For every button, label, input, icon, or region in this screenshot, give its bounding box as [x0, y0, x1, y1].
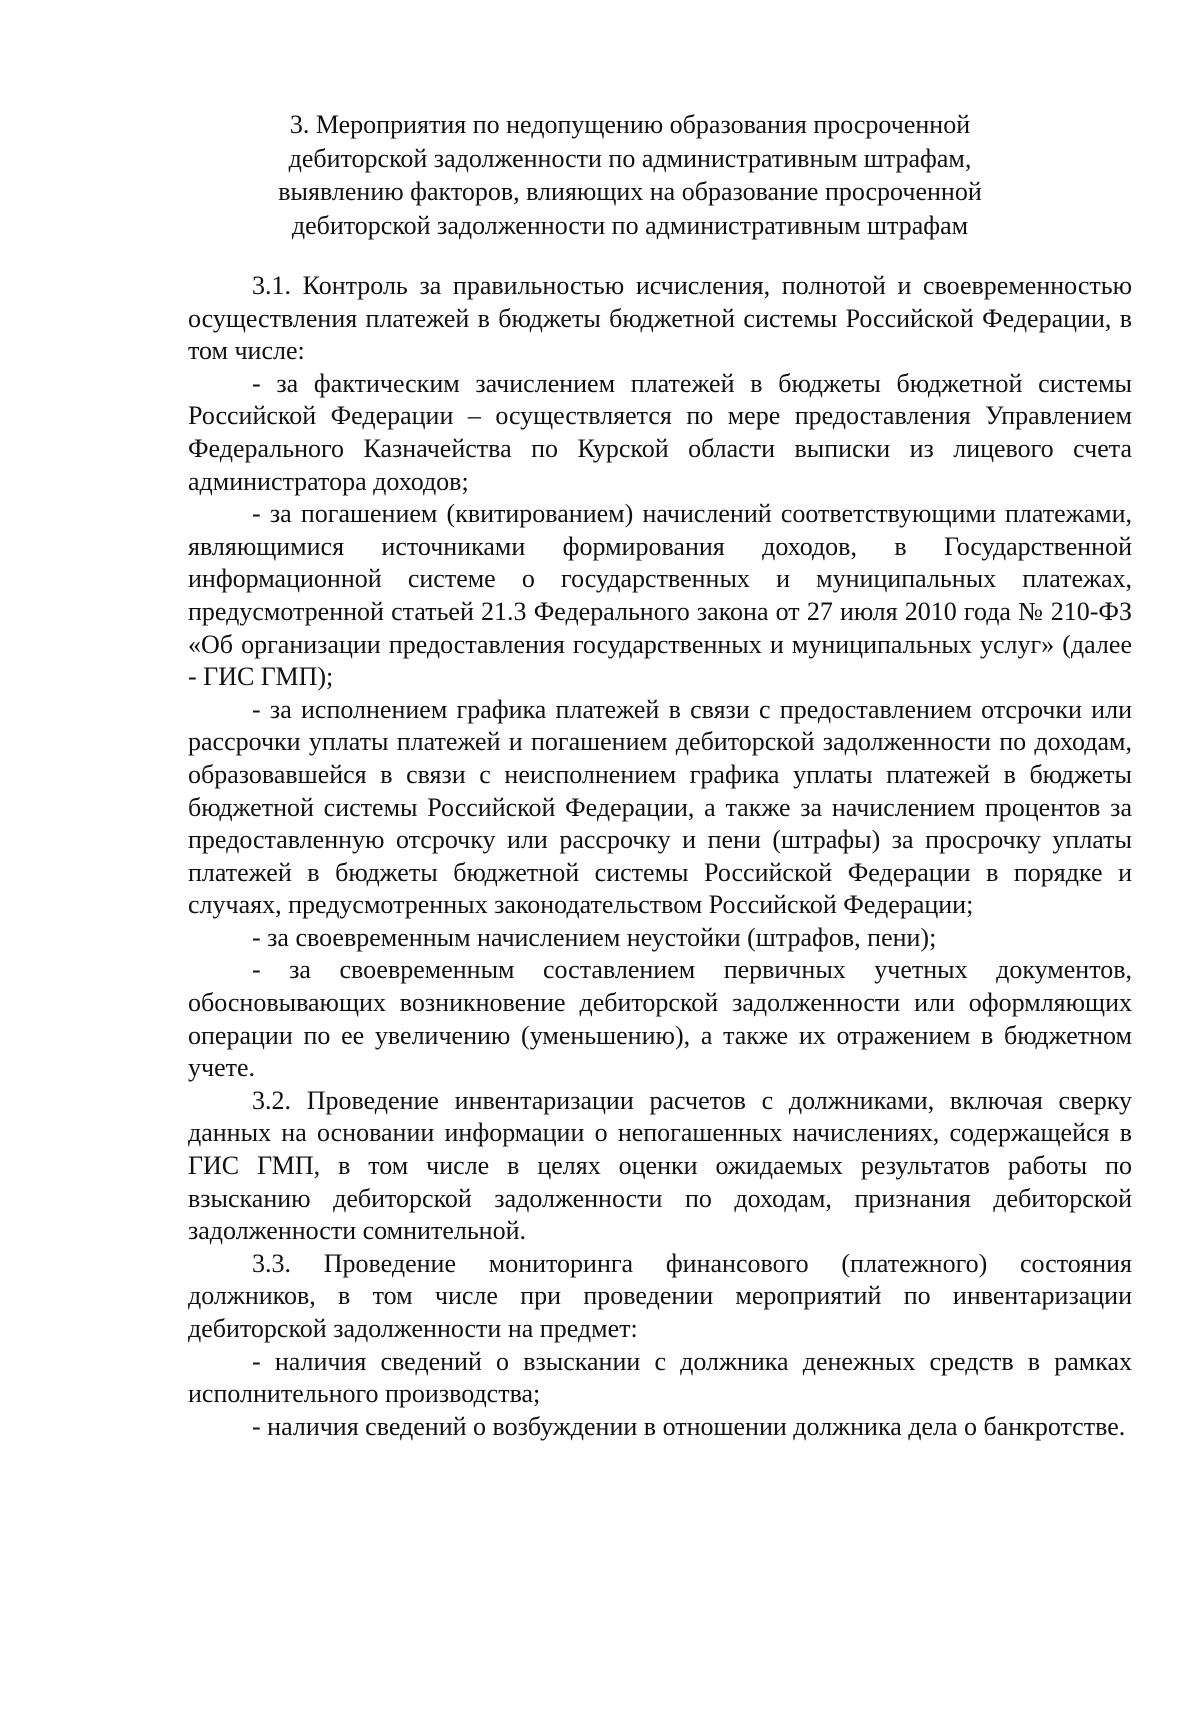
- list-item: - наличия сведений о возбуждении в отношении должника дела о банкротстве.: [252, 1411, 1126, 1441]
- list-item: - за своевременным начислением неустойки (штрафов, пени);: [252, 922, 937, 952]
- paragraph-3-2: 3.2. Проведение инвентаризации расчетов с должниками, включая сверку данных на основании информации о непогашенных начислениях, содержащейся в ГИС ГМП, в том числе в целях оценки ожидаемых результатов работы по взысканию дебиторской задолженности по доходам, признания дебиторской задолженности сомнительной.: [188, 1085, 1132, 1246]
- list-item: - за погашением (квитированием) начислений соответствующими платежами, являющимися источниками формирования доходов, в Государственной информационной системе о государственных и муниципальных платежах, предусмотренной статьей 21.3 Федерального закона от 27 июля 2010 года № 210-ФЗ «Об организации предоставления государственных и муниципальных услуг» (далее - ГИС ГМП);: [188, 499, 1132, 692]
- document-body: [188, 270, 1132, 1443]
- section-heading: [250, 108, 1010, 242]
- paragraph-3-1: 3.1. Контроль за правильностью исчисления, полнотой и своевременностью осуществления платежей в бюджеты бюджетной системы Российской Федерации, в том числе:: [188, 271, 1132, 366]
- list-item: - за фактическим зачислением платежей в бюджеты бюджетной системы Российской Федерации – осуществляется по мере предоставления Управлением Федерального Казначейства по Курской области выписки из лицевого счета администратора доходов;: [188, 368, 1132, 496]
- list-item: - за исполнением графика платежей в связи с предоставлением отсрочки или рассрочки уплаты платежей и погашением дебиторской задолженности по доходам, образовавшейся в связи с неисполнением графика уплаты платежей в бюджеты бюджетной системы Российской Федерации, а также за начислением процентов за предоставленную отсрочку или рассрочку и пени (штрафы) за просрочку уплаты платежей в бюджеты бюджетной системы Российской Федерации в порядке и случаях, предусмотренных законодательством Российской Федерации;: [188, 694, 1132, 920]
- heading-line: дебиторской задолженности по административным штрафам: [291, 210, 969, 240]
- heading-line: дебиторской задолженности по административным штрафам,: [288, 143, 972, 173]
- list-item: - наличия сведений о взыскании с должника денежных средств в рамках исполнительного производства;: [188, 1346, 1132, 1409]
- list-item: - за своевременным составлением первичных учетных документов, обосновывающих возникновение дебиторской задолженности или оформляющих операции по ее увеличению (уменьшению), а также их отражением в бюджетном учете.: [188, 955, 1132, 1083]
- heading-line: 3. Мероприятия по недопущению образования просроченной: [289, 110, 971, 139]
- paragraph-3-3: 3.3. Проведение мониторинга финансового (платежного) состояния должников, в том числе при проведении мероприятий по инвентаризации дебиторской задолженности на предмет:: [188, 1248, 1132, 1343]
- heading-line: выявлению факторов, влияющих на образование просроченной: [278, 177, 982, 206]
